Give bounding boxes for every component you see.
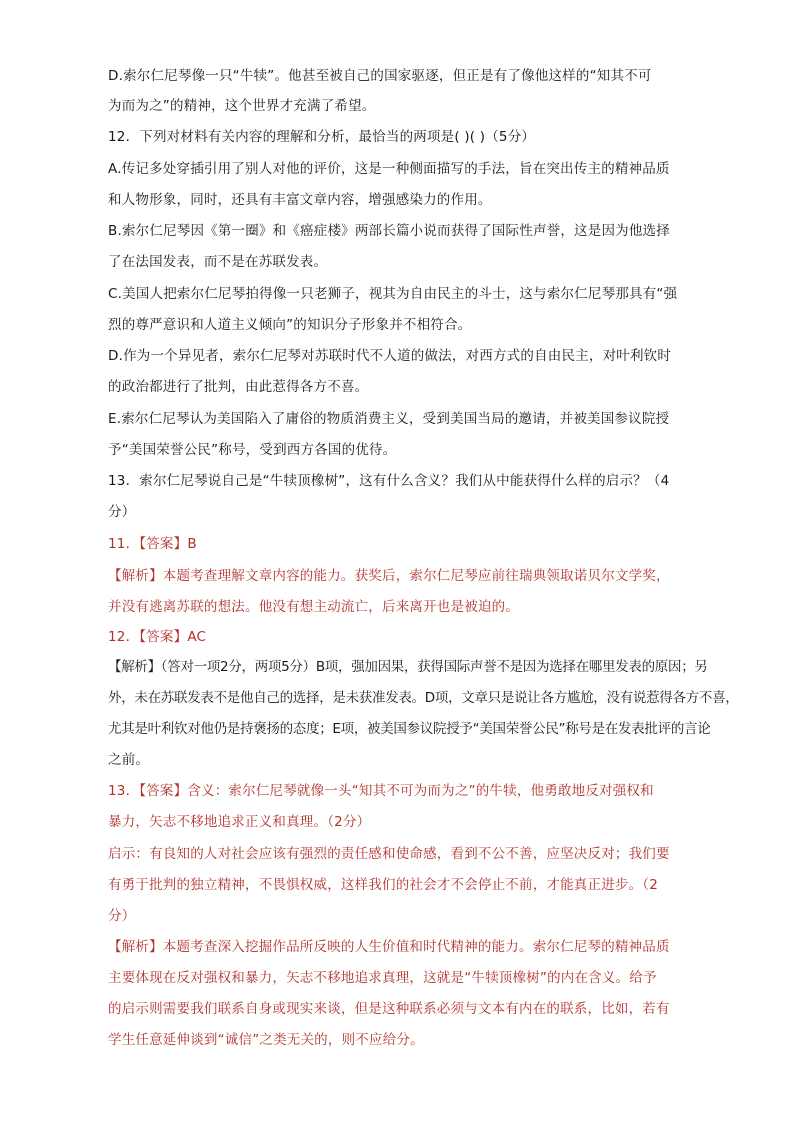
option-b-line-2: 了在法国发表，而不是在苏联发表。 <box>108 254 328 270</box>
analysis-12-line-3: 尤其是叶利钦对他仍是持褒扬的态度；E项，被美国参议院授予“美国荣誉公民”称号是在发表批评的言论 <box>108 721 711 737</box>
analysis-11-line-2: 并没有逃离苏联的想法。他没有想主动流亡，后来离开也是被迫的。 <box>108 599 519 615</box>
option-a-line-1: A.传记多处穿插引用了别人对他的评价，这是一种侧面描写的手法，旨在突出传主的精神品质 <box>108 161 670 177</box>
answer-13-line-5: 分） <box>108 908 136 924</box>
answer-11: 11．【答案】B <box>108 536 197 552</box>
answer-13-line-3: 启示：有良知的人对社会应该有强烈的责任感和使命感，看到不公不善，应坚决反对；我们要 <box>108 846 670 862</box>
analysis-13-line-1: 【解析】本题考查深入挖掘作品所反映的人生价值和时代精神的能力。索尔仁尼琴的精神品质 <box>108 939 670 955</box>
answer-13-line-4: 有勇于批判的独立精神，不畏惧权威，这样我们的社会才不会停止不前，才能真正进步。（2 <box>108 877 659 893</box>
option-a-line-2: 和人物形象，同时，还具有丰富文章内容，增强感染力的作用。 <box>108 192 492 208</box>
option-d-line-1: D.索尔仁尼琴像一只“牛犊”。他甚至被自己的国家驱逐，但正是有了像他这样的“知其不可 <box>108 68 652 84</box>
option-c-line-2: 烈的尊严意识和人道主义倾向”的知识分子形象并不相符合。 <box>108 317 472 333</box>
option-d2-line-1: D.作为一个异见者，索尔仁尼琴对苏联时代不人道的做法，对西方式的自由民主，对叶利钦时 <box>108 348 672 364</box>
option-d2-line-2: 的政治都进行了批判，由此惹得各方不喜。 <box>108 379 369 395</box>
analysis-13-line-4: 学生任意延伸谈到“诚信”之类无关的，则不应给分。 <box>108 1032 424 1048</box>
analysis-11-line-1: 【解析】本题考查理解文章内容的能力。获奖后，索尔仁尼琴应前往瑞典领取诺贝尔文学奖， <box>108 568 670 584</box>
option-c-line-1: C.美国人把索尔仁尼琴拍得像一只老狮子，视其为自由民主的斗士，这与索尔仁尼琴那具有“强 <box>108 286 678 302</box>
analysis-12-line-2: 外，未在苏联发表不是他自己的选择，是未获准发表。D项，文章只是说让各方尴尬，没有说惹得各方不喜， <box>108 690 739 706</box>
option-d-line-2: 为而为之”的精神，这个世界才充满了希望。 <box>108 98 376 114</box>
answer-13-line-1: 13．【答案】含义：索尔仁尼琴就像一头“知其不可为而为之”的牛犊，他勇敢地反对强权和 <box>108 783 654 799</box>
option-e-line-2: 予“美国荣誉公民”称号，受到西方各国的优待。 <box>108 442 397 458</box>
question-13-line-2: 分） <box>108 504 136 520</box>
option-e-line-1: E.索尔仁尼琴认为美国陷入了庸俗的物质消费主义，受到美国当局的邀请，并被美国参议院授 <box>108 411 670 427</box>
analysis-13-line-3: 的启示则需要我们联系自身或现实来谈，但是这种联系必须与文本有内在的联系，比如，若有 <box>108 1001 670 1017</box>
analysis-12-line-4: 之前。 <box>108 752 150 768</box>
answer-13-line-2: 暴力，矢志不移地追求正义和真理。（2分） <box>108 814 371 830</box>
option-b-line-1: B.索尔仁尼琴因《第一圈》和《癌症楼》两部长篇小说而获得了国际性声誉，这是因为他选择 <box>108 223 670 239</box>
question-12: 12．下列对材料有关内容的理解和分析，最恰当的两项是( )( )（5分） <box>108 129 536 145</box>
answer-12: 12．【答案】AC <box>108 629 207 645</box>
question-13-line-1: 13．索尔仁尼琴说自己是“牛犊顶橡树”，这有什么含义？我们从中能获得什么样的启示？（4 <box>108 473 670 489</box>
analysis-12-line-1: 【解析】（答对一项2分，两项5分）B项，强加因果，获得国际声誉不是因为选择在哪里发表的原因；另 <box>108 659 708 675</box>
analysis-13-line-2: 主要体现在反对强权和暴力，矢志不移地追求真理，这就是“牛犊顶橡树”的内在含义。给予 <box>108 970 657 986</box>
